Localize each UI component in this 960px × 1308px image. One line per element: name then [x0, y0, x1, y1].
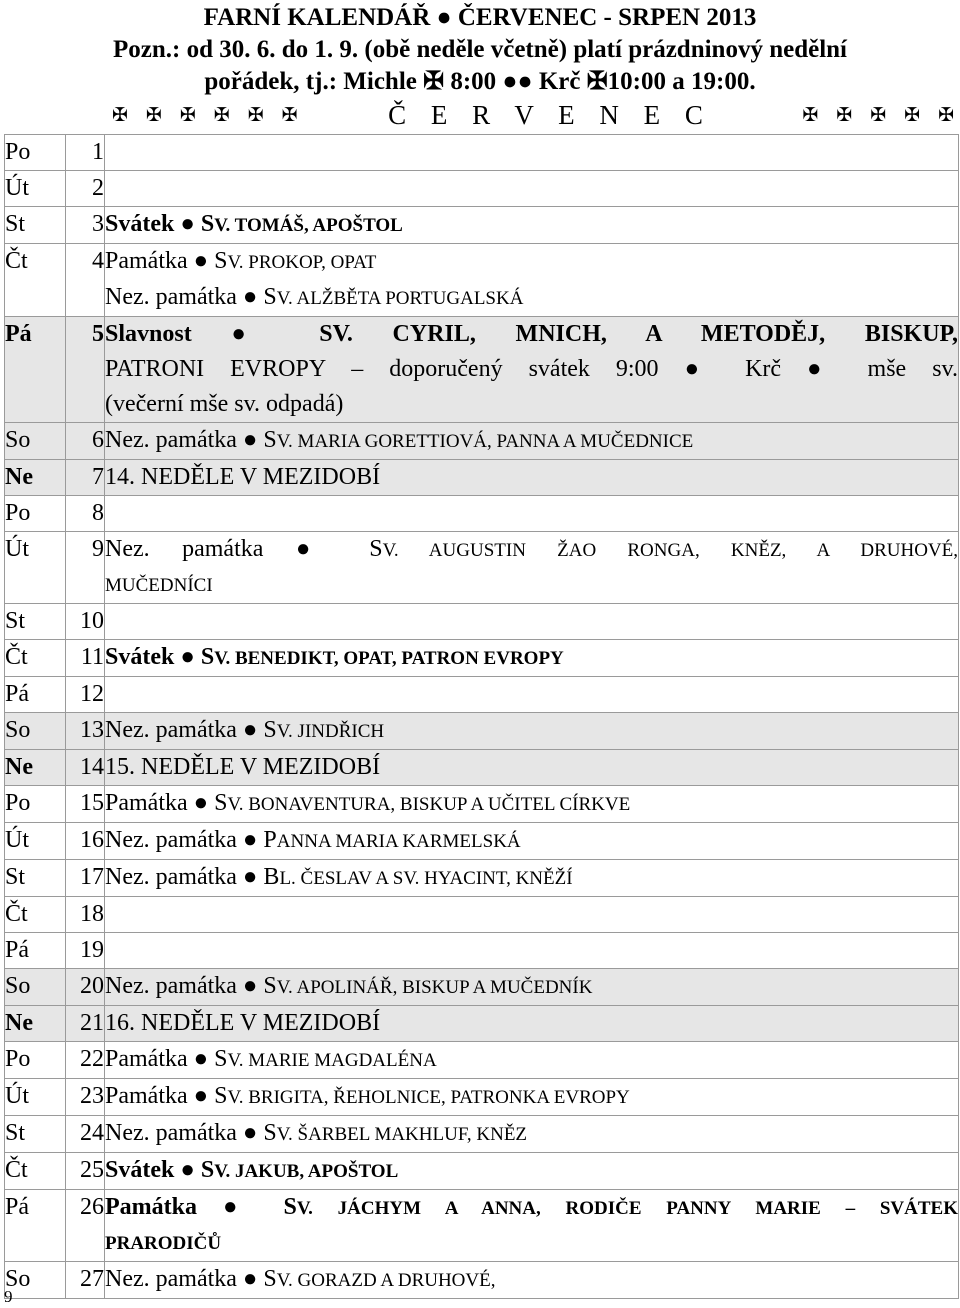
table-row — [5, 1190, 959, 1262]
day-number: 26 — [66, 1190, 105, 1262]
right-crosses — [802, 104, 954, 127]
cross-icon: ✠ — [247, 104, 264, 126]
event-rank: Nez. památka ● S — [105, 973, 277, 999]
day-name: So — [5, 969, 66, 1006]
day-number: 15 — [66, 786, 105, 823]
cross-icon: ✠ — [281, 104, 298, 126]
table-row — [5, 933, 959, 969]
event-text — [105, 897, 959, 933]
event-rank: Nez. památka ● B — [105, 864, 280, 890]
day-name: Út — [5, 532, 66, 604]
event-rank: Svátek ● S — [105, 211, 215, 237]
event-rank: Památka ● S — [105, 1046, 228, 1072]
day-number: 8 — [66, 496, 105, 532]
day-number: 9 — [66, 532, 105, 604]
event-saint: V. AUGUSTIN ŽAO RONGA, KNĚZ, A DRUHOVÉ, — [382, 540, 958, 561]
table-row — [5, 897, 959, 933]
calendar-table — [4, 134, 959, 1299]
event-saint: V. MARIE MAGDALÉNA — [227, 1050, 437, 1071]
event-text — [105, 135, 959, 171]
day-name: Po — [5, 135, 66, 171]
event-text — [105, 1262, 959, 1299]
day-number: 22 — [66, 1042, 105, 1079]
event-saint: ANNA MARIA KARMELSKÁ — [276, 831, 521, 852]
day-number: 12 — [66, 677, 105, 713]
table-row — [5, 1262, 959, 1299]
day-name: Čt — [5, 640, 66, 677]
cross-icon: ✠ — [802, 104, 819, 126]
table-row — [5, 496, 959, 532]
event-line: MUČEDNÍCI — [105, 575, 213, 596]
event-rank: Nez. památka ● S — [105, 284, 277, 310]
day-name: So — [5, 423, 66, 460]
table-row — [5, 171, 959, 207]
day-name: Po — [5, 1042, 66, 1079]
event-rank: Svátek ● S — [105, 1157, 215, 1183]
cross-icon: ✠ — [213, 104, 230, 126]
event-text — [105, 860, 959, 897]
table-row — [5, 460, 959, 496]
day-number: 16 — [66, 823, 105, 860]
day-name: St — [5, 1116, 66, 1153]
event-text — [105, 1190, 959, 1262]
day-number: 18 — [66, 897, 105, 933]
event-text — [105, 823, 959, 860]
table-row — [5, 969, 959, 1006]
event-text — [105, 1079, 959, 1116]
table-row — [5, 860, 959, 897]
event-text — [105, 713, 959, 750]
table-row — [5, 640, 959, 677]
event-saint: V. TOMÁŠ, APOŠTOL — [214, 215, 403, 236]
day-name: Ne — [5, 750, 66, 786]
day-name: Pá — [5, 933, 66, 969]
event-rank: Památka ● S — [105, 1194, 297, 1220]
event-rank: Památka ● S — [105, 1083, 228, 1109]
calendar-title: FARNÍ KALENDÁŘ ● ČERVENEC - SRPEN 2013 — [203, 4, 757, 31]
day-name: Po — [5, 786, 66, 823]
day-name: Pá — [5, 677, 66, 713]
event-text: 14. NEDĚLE V MEZIDOBÍ — [105, 460, 959, 496]
event-text — [105, 317, 959, 423]
event-text — [105, 677, 959, 713]
event-saint: L. ČESLAV A SV. HYACINT, KNĚŽÍ — [279, 868, 573, 889]
month-heading — [112, 98, 954, 132]
table-row — [5, 244, 959, 317]
day-name: Út — [5, 171, 66, 207]
event-saint: V. GORAZD A DRUHOVÉ, — [276, 1270, 496, 1291]
day-name: St — [5, 860, 66, 897]
day-name: Pá — [5, 317, 66, 423]
table-row — [5, 532, 959, 604]
event-saint: V. BENEDIKT, OPAT, PATRON EVROPY — [214, 648, 564, 669]
day-number: 6 — [66, 423, 105, 460]
day-name: Út — [5, 823, 66, 860]
day-number: 2 — [66, 171, 105, 207]
table-row — [5, 135, 959, 171]
event-saint: V. JAKUB, APOŠTOL — [214, 1161, 399, 1182]
page-header — [0, 0, 960, 98]
event-text — [105, 423, 959, 460]
event-text — [105, 171, 959, 207]
event-saint: V. JÁCHYM A ANNA, RODIČE PANNY MARIE – SVÁTEK — [296, 1198, 958, 1219]
page-number: 9 — [4, 1287, 13, 1306]
event-rank: Nez. památka ● S — [105, 1120, 277, 1146]
event-text — [105, 969, 959, 1006]
event-text — [105, 207, 959, 244]
cross-icon: ✠ — [938, 104, 954, 126]
event-line: (večerní mše sv. odpadá) — [105, 391, 344, 417]
event-saint: V. APOLINÁŘ, BISKUP A MUČEDNÍK — [276, 977, 593, 998]
day-name: So — [5, 1262, 66, 1299]
day-number: 5 — [66, 317, 105, 423]
event-saint: V. BRIGITA, ŘEHOLNICE, PATRONKA EVROPY — [227, 1087, 630, 1108]
event-text — [105, 496, 959, 532]
event-saint: V. JINDŘICH — [276, 721, 385, 742]
day-number: 3 — [66, 207, 105, 244]
day-number: 23 — [66, 1079, 105, 1116]
event-text — [105, 933, 959, 969]
day-number: 1 — [66, 135, 105, 171]
event-rank: Nez. památka ● S — [105, 1266, 277, 1292]
day-name: Ne — [5, 1006, 66, 1042]
event-rank: Nez. památka ● P — [105, 827, 277, 853]
event-line: PATRONI EVROPY – doporučený svátek 9:00 ● Krč ● mše sv. — [105, 356, 958, 382]
event-text: 15. NEDĚLE V MEZIDOBÍ — [105, 750, 959, 786]
day-number: 21 — [66, 1006, 105, 1042]
table-row — [5, 677, 959, 713]
table-row — [5, 750, 959, 786]
day-number: 24 — [66, 1116, 105, 1153]
event-text — [105, 244, 959, 317]
table-row — [5, 317, 959, 423]
event-rank: Nez. památka ● S — [105, 427, 277, 453]
event-rank: Nez. památka ● S — [105, 536, 383, 562]
table-row — [5, 207, 959, 244]
day-name: Čt — [5, 897, 66, 933]
day-name: St — [5, 207, 66, 244]
left-crosses — [112, 104, 298, 127]
event-text — [105, 1116, 959, 1153]
event-line: Slavnost ● SV. CYRIL, MNICH, A METODĚJ, BISKUP, — [105, 321, 958, 347]
cross-icon: ✠ — [904, 104, 921, 126]
cross-icon: ✠ — [836, 104, 853, 126]
day-number: 20 — [66, 969, 105, 1006]
cross-icon: ✠ — [870, 104, 887, 126]
month-name: Č E R V E N E C — [388, 99, 712, 130]
table-row — [5, 713, 959, 750]
day-name: So — [5, 713, 66, 750]
event-text: 16. NEDĚLE V MEZIDOBÍ — [105, 1006, 959, 1042]
note-line-2: pořádek, tj.: Michle ✠ 8:00 ●● Krč ✠10:00 a 19:00. — [204, 68, 756, 95]
cross-icon: ✠ — [112, 104, 128, 126]
day-number: 25 — [66, 1153, 105, 1190]
event-rank: Nez. památka ● S — [105, 717, 277, 743]
day-name: St — [5, 604, 66, 640]
day-number: 11 — [66, 640, 105, 677]
day-number: 27 — [66, 1262, 105, 1299]
event-rank: Svátek ● S — [105, 644, 215, 670]
day-name: Pá — [5, 1190, 66, 1262]
event-saint: V. PROKOP, OPAT — [227, 252, 377, 273]
day-name: Út — [5, 1079, 66, 1116]
day-number: 14 — [66, 750, 105, 786]
event-text — [105, 786, 959, 823]
table-row — [5, 823, 959, 860]
table-row — [5, 1116, 959, 1153]
table-row — [5, 1006, 959, 1042]
day-number: 7 — [66, 460, 105, 496]
day-number: 19 — [66, 933, 105, 969]
event-text — [105, 640, 959, 677]
event-text — [105, 532, 959, 604]
day-number: 13 — [66, 713, 105, 750]
note-line-1: Pozn.: od 30. 6. do 1. 9. (obě neděle včetně) platí prázdninový nedělní — [112, 36, 848, 63]
cross-icon: ✠ — [179, 104, 196, 126]
table-row — [5, 604, 959, 640]
day-number: 4 — [66, 244, 105, 317]
day-number: 17 — [66, 860, 105, 897]
table-row — [5, 423, 959, 460]
event-saint: V. BONAVENTURA, BISKUP A UČITEL CÍRKVE — [227, 794, 631, 815]
event-rank: Památka ● S — [105, 790, 228, 816]
event-line: PRARODIČŮ — [105, 1233, 222, 1254]
day-name: Po — [5, 496, 66, 532]
day-number: 10 — [66, 604, 105, 640]
event-text — [105, 1153, 959, 1190]
table-row — [5, 1079, 959, 1116]
event-saint: V. ŠARBEL MAKHLUF, KNĚZ — [276, 1124, 528, 1145]
table-row — [5, 786, 959, 823]
table-row — [5, 1153, 959, 1190]
cross-icon: ✠ — [145, 104, 162, 126]
day-name: Ne — [5, 460, 66, 496]
day-name: Čt — [5, 244, 66, 317]
table-row — [5, 1042, 959, 1079]
event-text — [105, 604, 959, 640]
event-saint: V. MARIA GORETTIOVÁ, PANNA A MUČEDNICE — [276, 431, 694, 452]
event-saint: V. ALŽBĚTA PORTUGALSKÁ — [276, 288, 524, 309]
event-text — [105, 1042, 959, 1079]
day-name: Čt — [5, 1153, 66, 1190]
event-rank: Památka ● S — [105, 248, 228, 274]
